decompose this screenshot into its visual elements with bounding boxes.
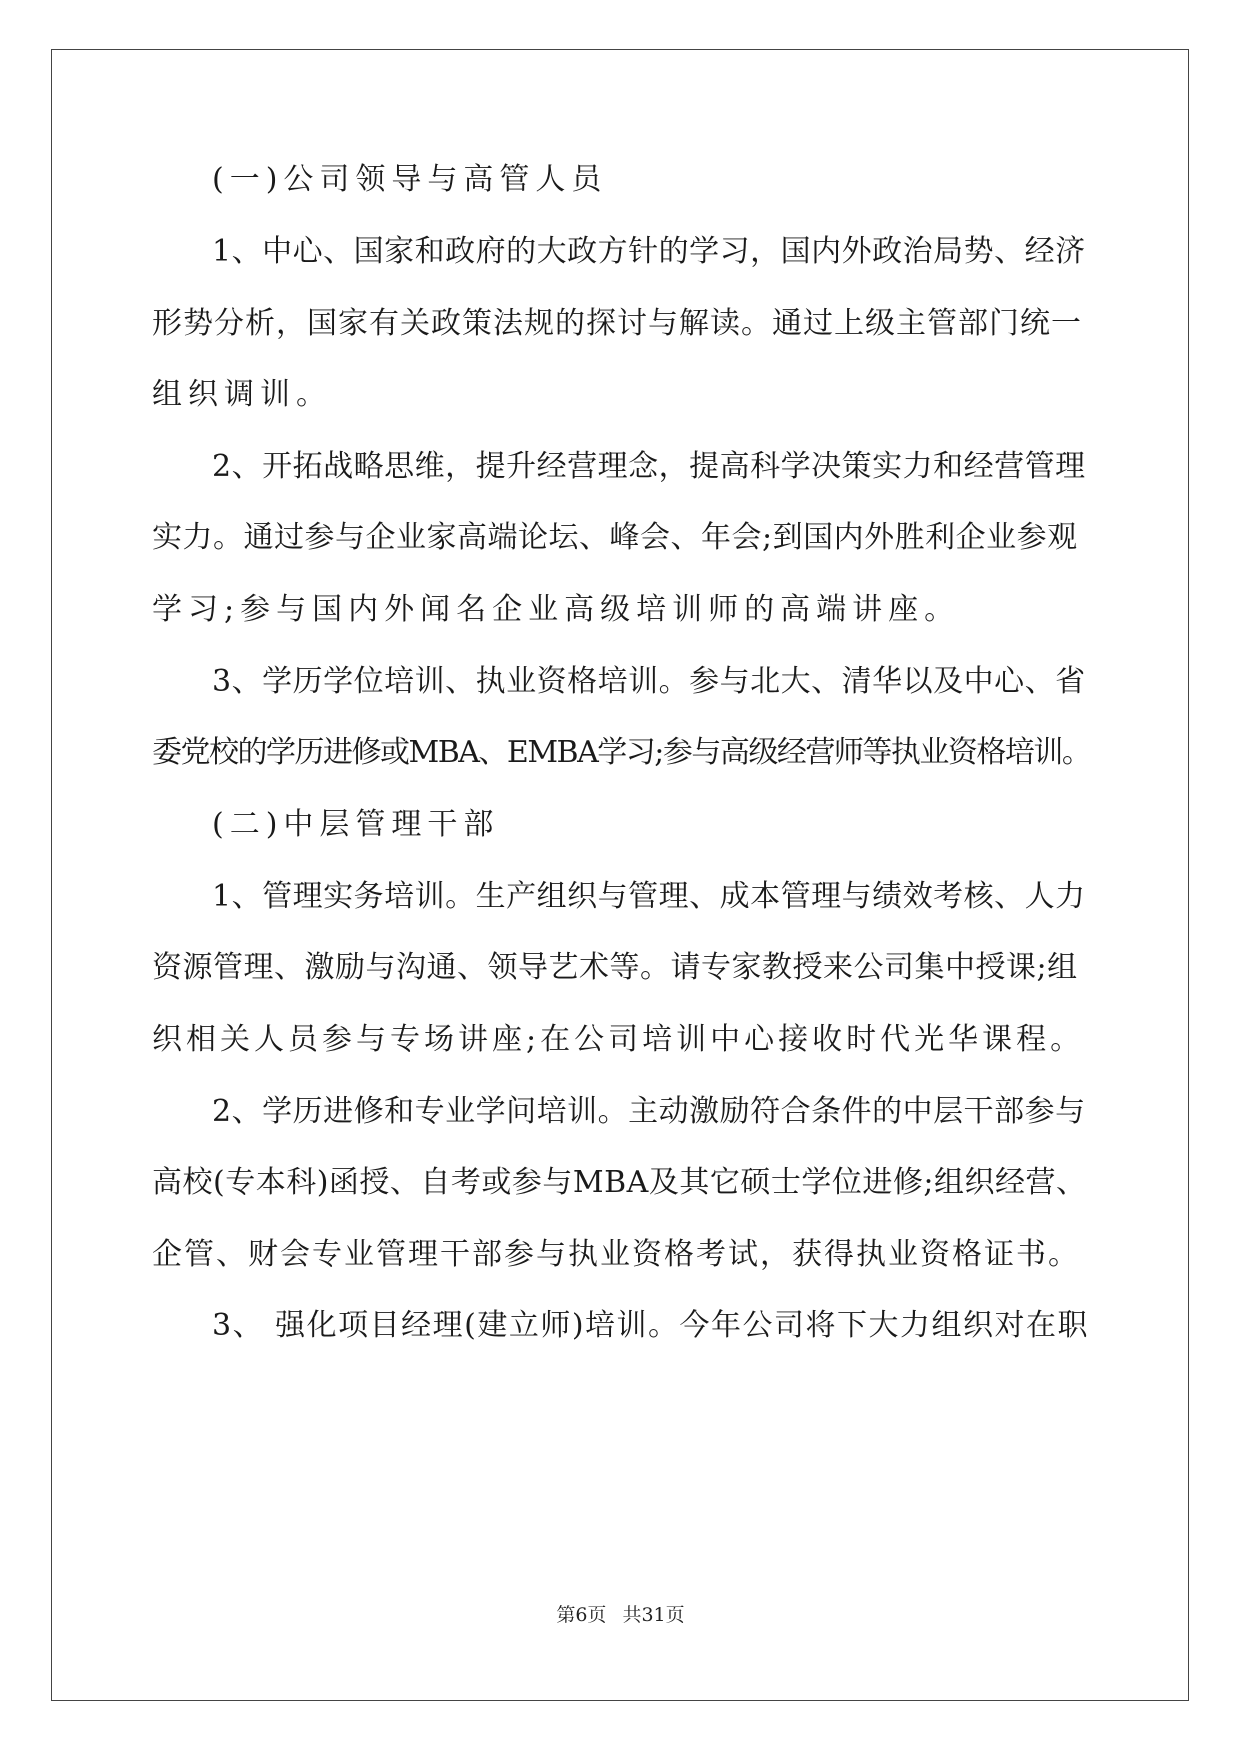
paragraph-line: 企管、财会专业管理干部参与执业资格考试，获得执业资格证书。 (152, 1237, 1080, 1272)
paragraph-line: 2、开拓战略思维，提升经营理念，提高科学决策实力和经营管理 (212, 449, 1086, 484)
paragraph-line: 高校(专本科)函授、自考或参与MBA及其它硕士学位进修;组织经营、 (152, 1165, 1087, 1200)
paragraph-line: 1、中心、国家和政府的大政方针的学习，国内外政治局势、经济 (212, 234, 1086, 269)
paragraph-line: 织相关人员参与专场讲座;在公司培训中心接收时代光华课程。 (152, 1022, 1085, 1057)
paragraph-line: 形势分析，国家有关政策法规的探讨与解读。通过上级主管部门统一 (152, 306, 1082, 341)
paragraph-line: 1、管理实务培训。生产组织与管理、成本管理与绩效考核、人力 (212, 879, 1086, 914)
paragraph-line: 3、 强化项目经理(建立师)培训。今年公司将下大力组织对在职 (212, 1308, 1090, 1343)
paragraph-line: 2、学历进修和专业学问培训。主动激励符合条件的中层干部参与 (212, 1094, 1086, 1129)
heading-company-leaders: (一)公司领导与高管人员 (212, 162, 608, 197)
paragraph-line: 委党校的学历进修或MBA、EMBA学习;参与高级经营师等执业资格培训。 (152, 735, 1091, 770)
page-footer (0, 1600, 1241, 1627)
heading-middle-managers: (二)中层管理干部 (212, 807, 500, 842)
paragraph-line: 资源管理、激励与沟通、领导艺术等。请专家教授来公司集中授课;组 (152, 950, 1078, 985)
page-number: 第6页 (556, 1604, 607, 1626)
paragraph-line: 学习;参与国内外闻名企业高级培训师的高端讲座。 (152, 592, 961, 627)
paragraph-line: 3、学历学位培训、执业资格培训。参与北大、清华以及中心、省 (212, 664, 1086, 699)
page-border (51, 49, 1189, 1701)
paragraph-line: 组织调训。 (152, 377, 332, 412)
paragraph-line: 实力。通过参与企业家高端论坛、峰会、年会;到国内外胜利企业参观 (152, 520, 1078, 555)
page-total: 共31页 (622, 1604, 685, 1626)
